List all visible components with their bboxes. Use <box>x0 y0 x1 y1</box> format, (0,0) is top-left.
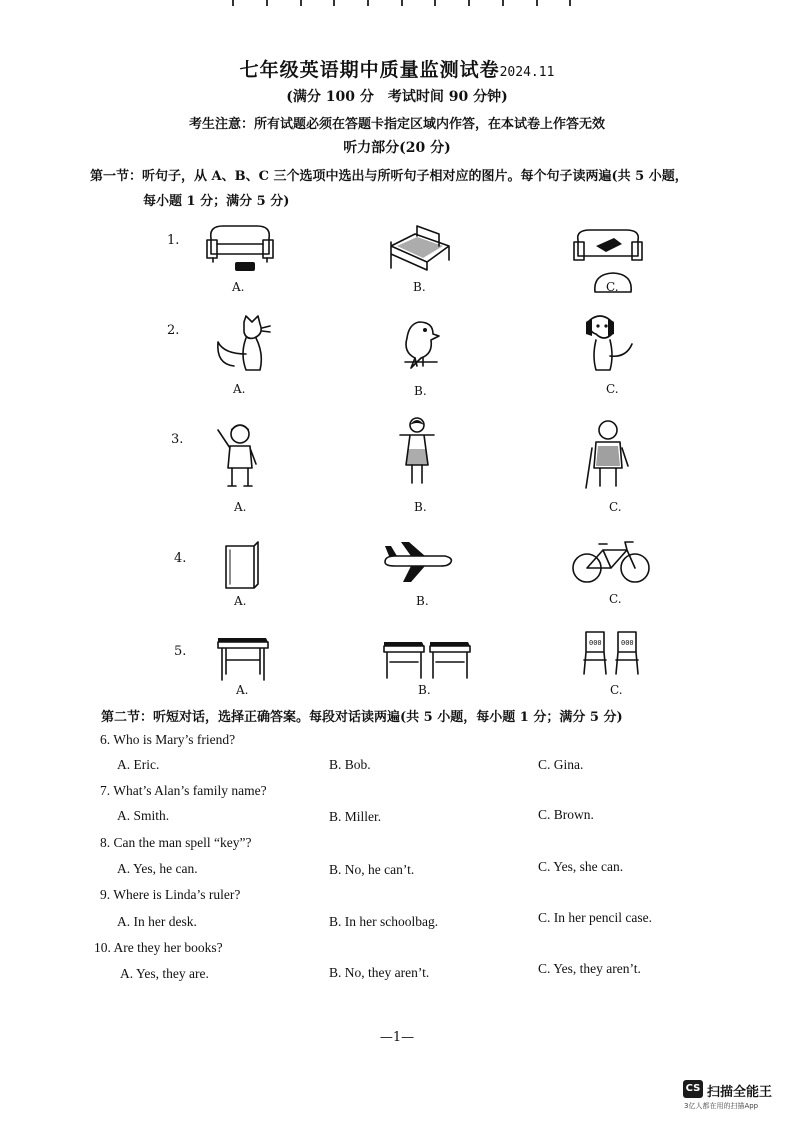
option-label-c: C. <box>609 500 622 514</box>
question-10: 10. Are they her books? <box>94 940 223 955</box>
girl-icon <box>392 415 442 489</box>
question-8-option-b: B. No, he can’t. <box>329 862 415 877</box>
question-7: 7. What’s Alan’s family name? <box>100 783 267 798</box>
option-label-a: A. <box>232 280 245 294</box>
question-number-4: 4. <box>174 551 187 566</box>
scanner-app-name: 扫描全能王 <box>707 1085 773 1100</box>
option-label-a: A. <box>236 683 249 697</box>
option-label-a: A. <box>233 382 246 396</box>
question-8: 8. Can the man spell “key”? <box>100 835 252 850</box>
title-text: 七年级英语期中质量监测试卷 <box>239 59 500 81</box>
question-9-option-a: A. In her desk. <box>117 914 197 929</box>
question-10-option-c: C. Yes, they aren’t. <box>538 961 641 976</box>
section2-instruction: 第二节：听短对话，选择正确答案。每段对话读两遍(共 5 小题，每小题 1 分；满分 5 分) <box>101 710 623 725</box>
exam-subtitle: (满分 100 分 考试时间 90 分钟) <box>286 89 508 105</box>
boy-icon <box>212 420 264 492</box>
question-9-option-c: C. In her pencil case. <box>538 910 652 925</box>
question-number-3: 3. <box>171 432 184 447</box>
dog-icon <box>580 312 636 374</box>
question-9: 9. Where is Linda’s ruler? <box>100 887 241 902</box>
option-label-b: B. <box>418 683 431 697</box>
question-number-5: 5. <box>174 644 187 659</box>
question-6-option-a: A. Eric. <box>117 757 160 772</box>
section1-instruction-line2: 每小题 1 分；满分 5 分) <box>143 194 290 209</box>
option-label-a: A. <box>234 594 247 608</box>
section1-instruction-line1: 第一节：听句子，从 A、B、C 三个选项中选出与所听句子相对应的图片。每个句子读两遍(共 5 小题， <box>90 169 688 184</box>
bicycle-icon <box>571 538 651 586</box>
option-label-b: B. <box>414 384 427 398</box>
cat-icon <box>210 314 272 374</box>
question-7-option-a: A. Smith. <box>117 808 170 823</box>
question-7-option-b: B. Miller. <box>329 809 382 824</box>
question-7-option-c: C. Brown. <box>538 807 594 822</box>
page-number: —1— <box>379 1030 415 1045</box>
svg-text:000: 000 <box>589 639 602 647</box>
question-8-option-c: C. Yes, she can. <box>538 859 624 874</box>
option-label-a: A. <box>234 500 247 514</box>
old-man-icon <box>582 418 632 492</box>
bird-icon <box>393 318 443 372</box>
option-label-b: B. <box>414 500 427 514</box>
question-number-1: 1. <box>167 233 180 248</box>
option-label-c: C. <box>606 382 619 396</box>
candidate-notice: 考生注意：所有试题必须在答题卡指定区域内作答，在本试卷上作答无效 <box>188 117 605 132</box>
question-9-option-b: B. In her schoolbag. <box>329 914 439 929</box>
bed-icon <box>387 222 453 272</box>
two-chairs-icon <box>582 630 646 678</box>
desk-icon <box>216 634 270 682</box>
part-heading: 听力部分(20 分) <box>343 140 451 156</box>
svg-text:000: 000 <box>621 639 634 647</box>
scanner-tagline: 3亿人都在用的扫描App <box>684 1102 759 1110</box>
scanner-logo-icon: CS <box>683 1080 703 1098</box>
two-desks-icon <box>382 638 474 682</box>
question-6-option-b: B. Bob. <box>329 757 371 772</box>
question-10-option-b: B. No, they aren’t. <box>329 965 430 980</box>
airplane-icon <box>381 540 455 584</box>
option-label-c: C. <box>606 280 619 294</box>
question-6: 6. Who is Mary’s friend? <box>100 732 236 747</box>
option-label-b: B. <box>416 594 429 608</box>
question-number-2: 2. <box>167 323 180 338</box>
question-6-option-c: C. Gina. <box>538 757 584 772</box>
sofa-with-tape-icon <box>205 220 275 276</box>
book-icon <box>222 540 264 590</box>
sofa-with-hat-icon <box>572 226 644 272</box>
option-label-c: C. <box>609 592 622 606</box>
question-10-option-a: A. Yes, they are. <box>120 966 209 981</box>
page-title <box>0 55 794 82</box>
question-8-option-a: A. Yes, he can. <box>117 861 198 876</box>
exam-date: 2024.11 <box>499 65 555 80</box>
option-label-b: B. <box>413 280 426 294</box>
option-label-c: C. <box>610 683 623 697</box>
